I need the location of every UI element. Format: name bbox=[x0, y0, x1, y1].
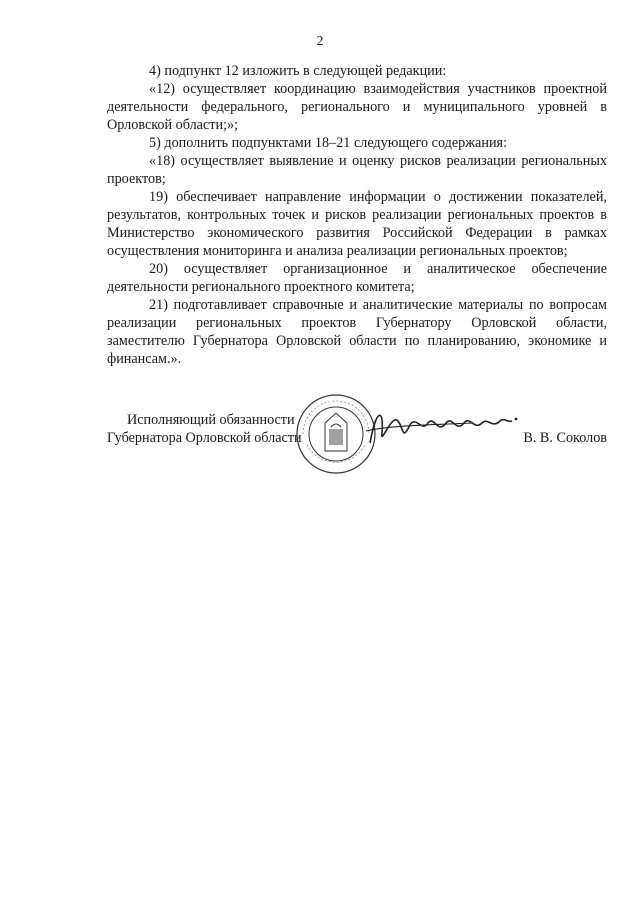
handwritten-signature-icon bbox=[362, 403, 522, 451]
paragraph-12: «12) осуществляет координацию взаимодействия участников проектной деятельности федерального, регионального и муниципального уровней в Орловской области;»; bbox=[107, 81, 607, 133]
page-number: 2 bbox=[316, 34, 324, 49]
signatory-title bbox=[107, 411, 302, 447]
signature-block bbox=[107, 405, 607, 485]
paragraph-21: 21) подготавливает справочные и аналитические материалы по вопросам реализации региональных проектов Губернатору Орловской области, заместителю Губернатора Орловской области по планированию, экономике и финансам.». bbox=[107, 297, 607, 367]
paragraph-5: 5) дополнить подпунктами 18–21 следующего содержания: bbox=[149, 135, 508, 151]
signatory-title-line2: Губернатора Орловской области bbox=[107, 430, 302, 446]
paragraph-4: 4) подпункт 12 изложить в следующей редакции: bbox=[149, 63, 447, 79]
paragraph-20: 20) осуществляет организационное и аналитическое обеспечение деятельности регионального проектного комитета; bbox=[107, 261, 607, 295]
signatory-title-line1: Исполняющий обязанности bbox=[127, 412, 295, 428]
paragraph-19: 19) обеспечивает направление информации о достижении показателей, результатов, контрольных точек и рисков реализации региональных проектов в Министерство экономического развития Российской Федерации в рамках осуществления мониторинга и анализа реализации региональных проектов; bbox=[107, 189, 607, 259]
document-body bbox=[107, 62, 607, 368]
signatory-name: В. В. Соколов bbox=[523, 430, 607, 446]
paragraph-18: «18) осуществляет выявление и оценку рисков реализации региональных проектов; bbox=[107, 153, 607, 187]
